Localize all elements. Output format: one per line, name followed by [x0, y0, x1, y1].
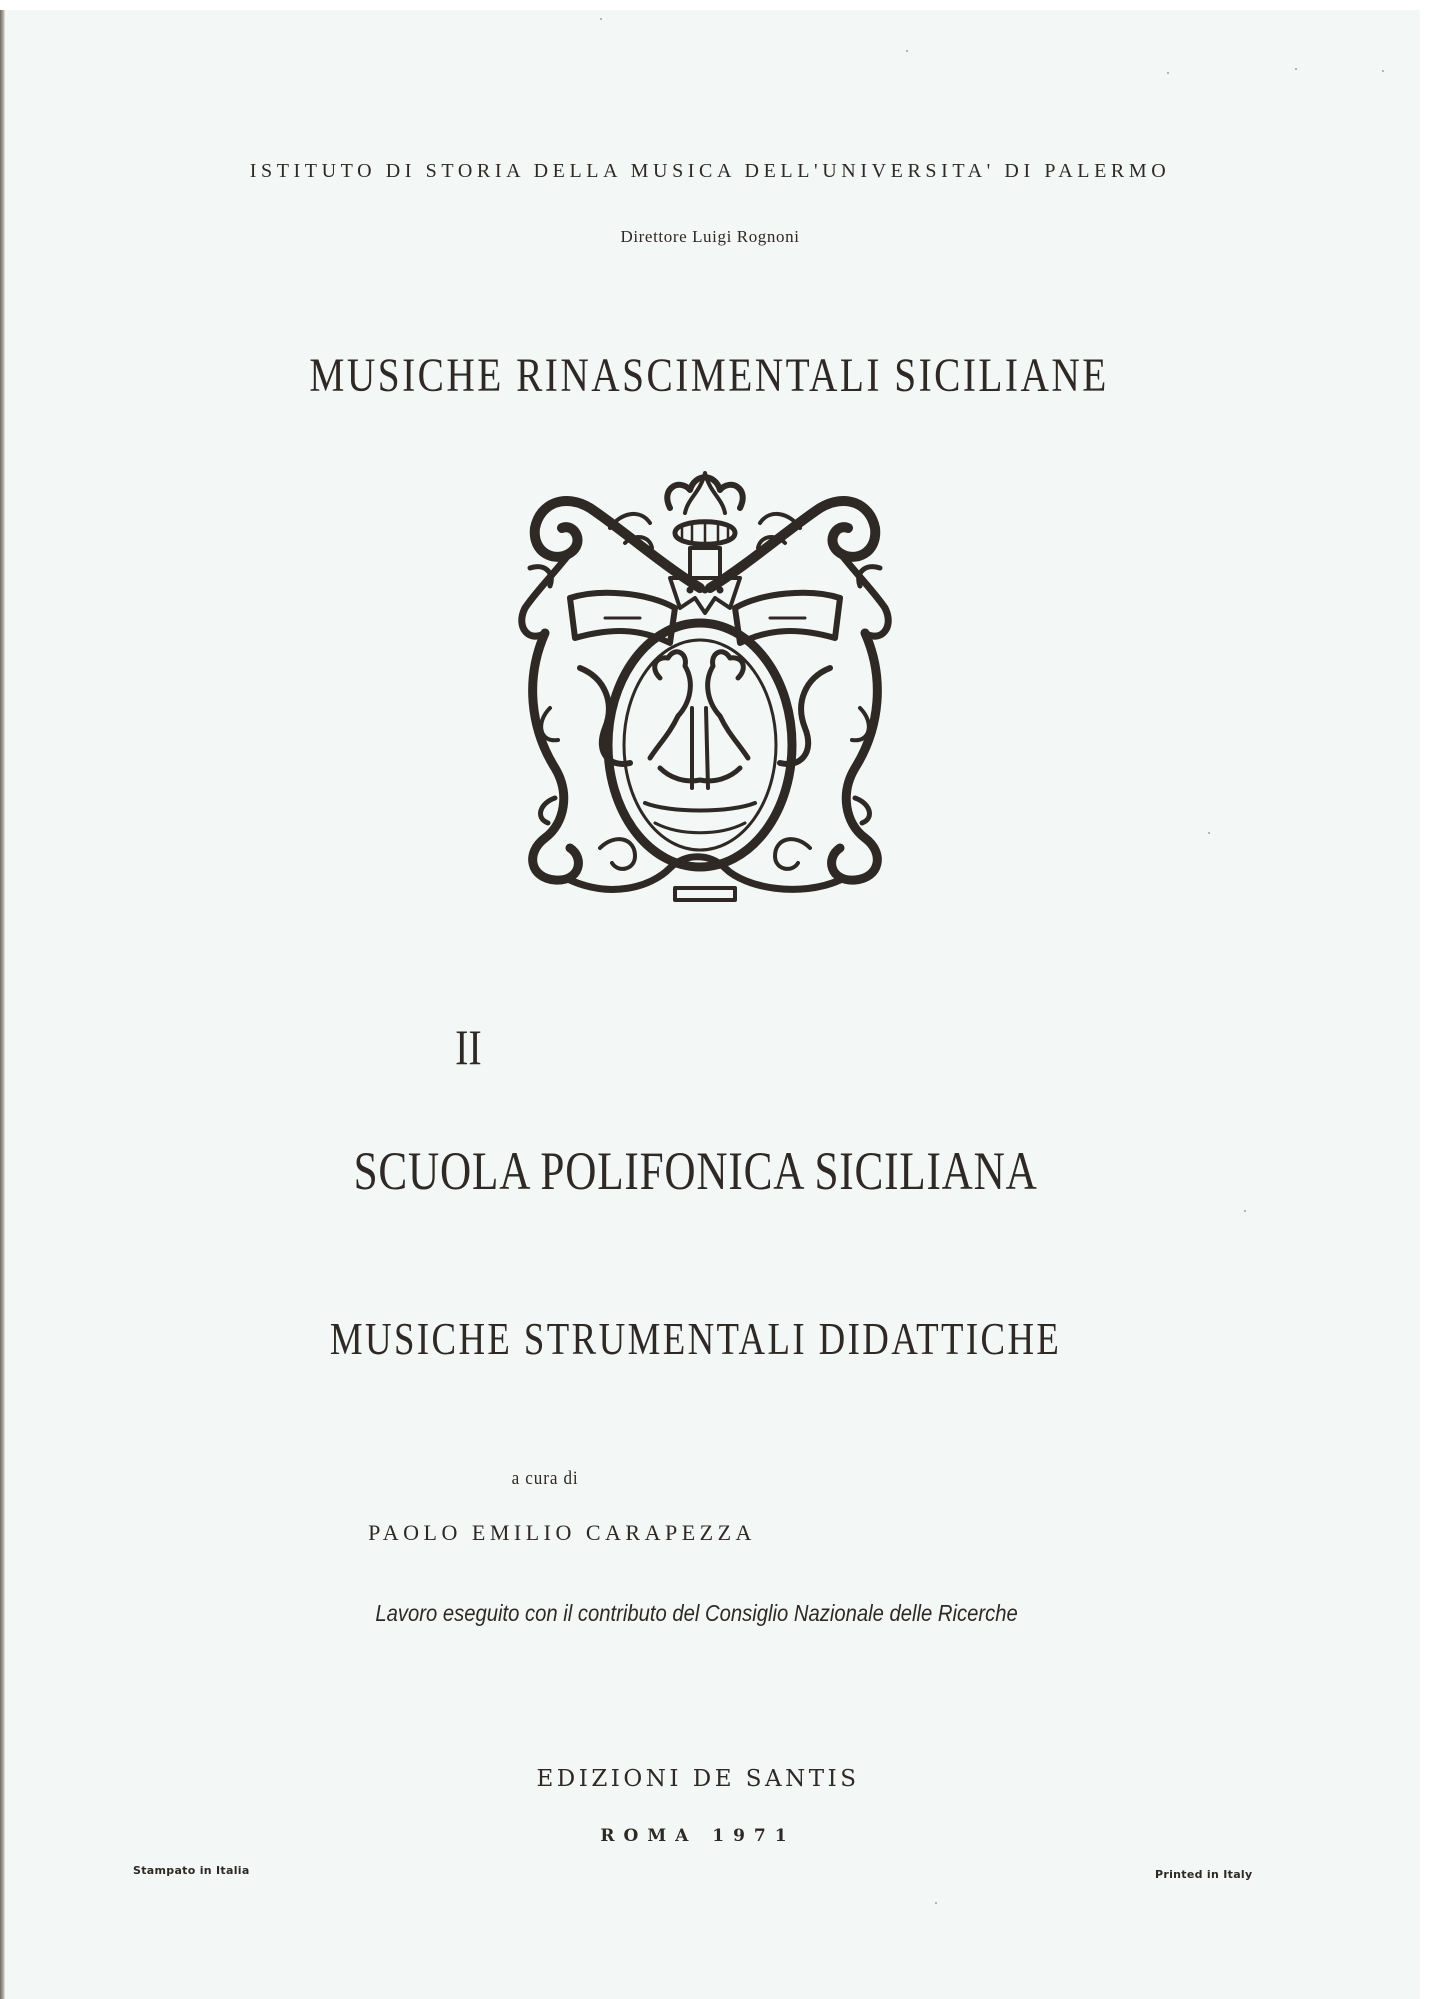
volume-number: II [455, 1019, 482, 1075]
funding-credit: Lavoro eseguito con il contributo del Consiglio Nazionale delle Ricerche [375, 1600, 1018, 1626]
curator-name: PAOLO EMILIO CARAPEZZA [368, 1520, 756, 1545]
publisher-name: EDIZIONI DE SANTIS [536, 1766, 860, 1792]
printed-in-italy-italian: Stampato in Italia [133, 1864, 250, 1877]
coat-of-arms-icon [510, 468, 900, 913]
institute-heading: ISTITUTO DI STORIA DELLA MUSICA DELL'UNIVERSITA' DI PALERMO [249, 160, 1171, 182]
paper-speck [1244, 1210, 1246, 1212]
paper-speck [935, 1902, 937, 1904]
page-binding-edge [0, 10, 5, 1999]
publication-place-year: ROMA 1971 [600, 1826, 796, 1846]
paper-speck [1295, 68, 1297, 70]
director-line: Direttore Luigi Rognoni [620, 227, 800, 246]
series-title: MUSICHE RINASCIMENTALI SICILIANE [309, 349, 1109, 402]
paper-speck [1208, 832, 1210, 834]
volume-title: SCUOLA POLIFONICA SICILIANA [353, 1141, 1038, 1201]
paper-speck [906, 50, 908, 52]
paper-speck [1167, 72, 1169, 74]
paper-speck [1382, 70, 1384, 72]
paper-speck [600, 18, 602, 20]
title-page [0, 10, 1420, 1999]
volume-subtitle: MUSICHE STRUMENTALI DIDATTICHE [329, 1313, 1062, 1364]
curator-label: a cura di [511, 1468, 579, 1489]
printed-in-italy-english: Printed in Italy [1155, 1868, 1253, 1881]
